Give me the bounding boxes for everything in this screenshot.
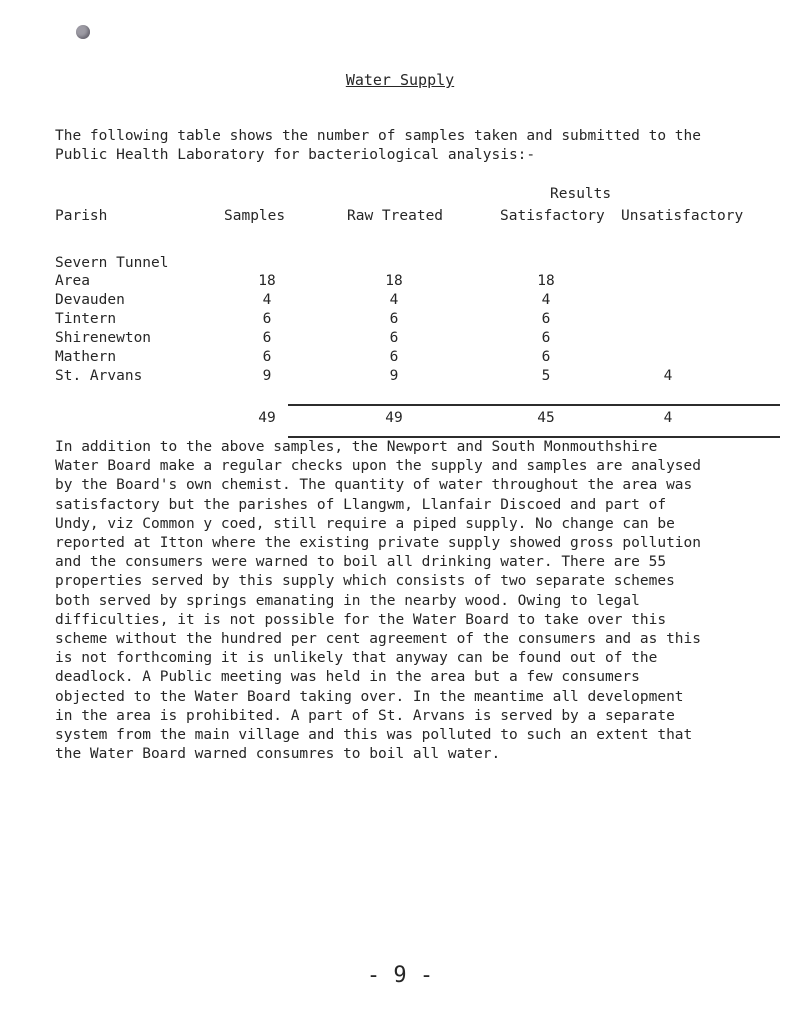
parish-name: Devauden xyxy=(55,292,125,308)
parish-name: Shirenewton xyxy=(55,330,152,346)
satisfactory-cell: 4 xyxy=(541,292,551,308)
raw-treated-cell: 4 xyxy=(389,292,399,308)
paragraph-line: scheme without the hundred per cent agreement of the consumers and as this xyxy=(55,631,702,648)
parish-name: Mathern xyxy=(55,349,117,365)
paragraph-line: system from the main village and this was polluted to such an extent that xyxy=(55,727,693,744)
paragraph-line: difficulties, it is not possible for the Water Board to take over this xyxy=(55,611,667,628)
paragraph-line: in the area is prohibited. A part of St. Arvans is served by a separate xyxy=(55,707,675,724)
satisfactory-cell: 18 xyxy=(537,273,555,289)
satisfactory-cell: 6 xyxy=(541,311,551,327)
satisfactory-cell: 6 xyxy=(541,349,551,365)
paragraph-line: is not forthcoming it is unlikely that anyway can be found out of the xyxy=(55,650,658,667)
paragraph-line: both served by springs emanating in the nearby wood. Owing to legal xyxy=(55,592,640,609)
paragraph-line: In addition to the above samples, the Newport and South Monmouthshire xyxy=(55,439,658,455)
total-raw-treated: 49 xyxy=(385,410,403,426)
parish-name-line1: Severn Tunnel xyxy=(55,255,169,271)
samples-cell: 18 xyxy=(258,273,276,289)
paragraph-line: Water Board make a regular checks upon the supply and samples are analysed xyxy=(55,458,702,475)
raw-treated-cell: 6 xyxy=(389,349,399,365)
col-header-raw-treated: Raw Treated xyxy=(347,208,444,224)
col-header-unsatisfactory: Unsatisfactory xyxy=(621,208,744,224)
paragraph-line: the Water Board warned consumres to boil all water. xyxy=(55,746,501,763)
satisfactory-cell: 6 xyxy=(541,330,551,346)
results-header: Results xyxy=(550,186,612,202)
col-header-parish: Parish xyxy=(55,208,108,224)
total-satisfactory: 45 xyxy=(537,410,555,426)
samples-cell: 4 xyxy=(262,292,272,308)
paragraph-line: objected to the Water Board taking over. In the meantime all development xyxy=(55,688,684,705)
page-title: Water Supply xyxy=(345,71,455,89)
body-paragraph xyxy=(55,438,775,764)
paragraph-line: Undy, viz Common y coed, still require a piped supply. No change can be xyxy=(55,515,675,532)
paragraph-line: reported at Itton where the existing private supply showed gross pollution xyxy=(55,535,702,552)
raw-treated-cell: 9 xyxy=(389,368,399,384)
paragraph-line: deadlock. A Public meeting was held in the area but a few consumers xyxy=(55,669,640,686)
totals-rule-top xyxy=(288,404,780,406)
page-number: - 9 - xyxy=(366,963,434,988)
parish-name: Area xyxy=(55,273,90,289)
raw-treated-cell: 18 xyxy=(385,273,403,289)
samples-cell: 9 xyxy=(262,368,272,384)
raw-treated-cell: 6 xyxy=(389,311,399,327)
paragraph-line: by the Board's own chemist. The quantity of water throughout the area was xyxy=(55,477,693,494)
col-header-satisfactory: Satisfactory xyxy=(500,208,605,224)
punch-hole xyxy=(76,25,90,39)
unsatisfactory-cell: 4 xyxy=(663,368,673,384)
paragraph-line: satisfactory but the parishes of Llangwm, Llanfair Discoed and part of xyxy=(55,496,667,513)
raw-treated-cell: 6 xyxy=(389,330,399,346)
paragraph-line: properties served by this supply which consists of two separate schemes xyxy=(55,573,675,590)
samples-cell: 6 xyxy=(262,349,272,365)
satisfactory-cell: 5 xyxy=(541,368,551,384)
parish-name: St. Arvans xyxy=(55,368,143,384)
parish-name: Tintern xyxy=(55,311,117,327)
samples-cell: 6 xyxy=(262,311,272,327)
intro-text: The following table shows the number of samples taken and submitted to the Public Health Laboratory for bacteriological analysis:- xyxy=(55,128,702,163)
total-unsatisfactory: 4 xyxy=(663,410,673,426)
col-header-samples: Samples xyxy=(224,208,286,224)
total-samples: 49 xyxy=(258,410,276,426)
samples-cell: 6 xyxy=(262,330,272,346)
paragraph-line: and the consumers were warned to boil all drinking water. There are 55 xyxy=(55,554,667,571)
